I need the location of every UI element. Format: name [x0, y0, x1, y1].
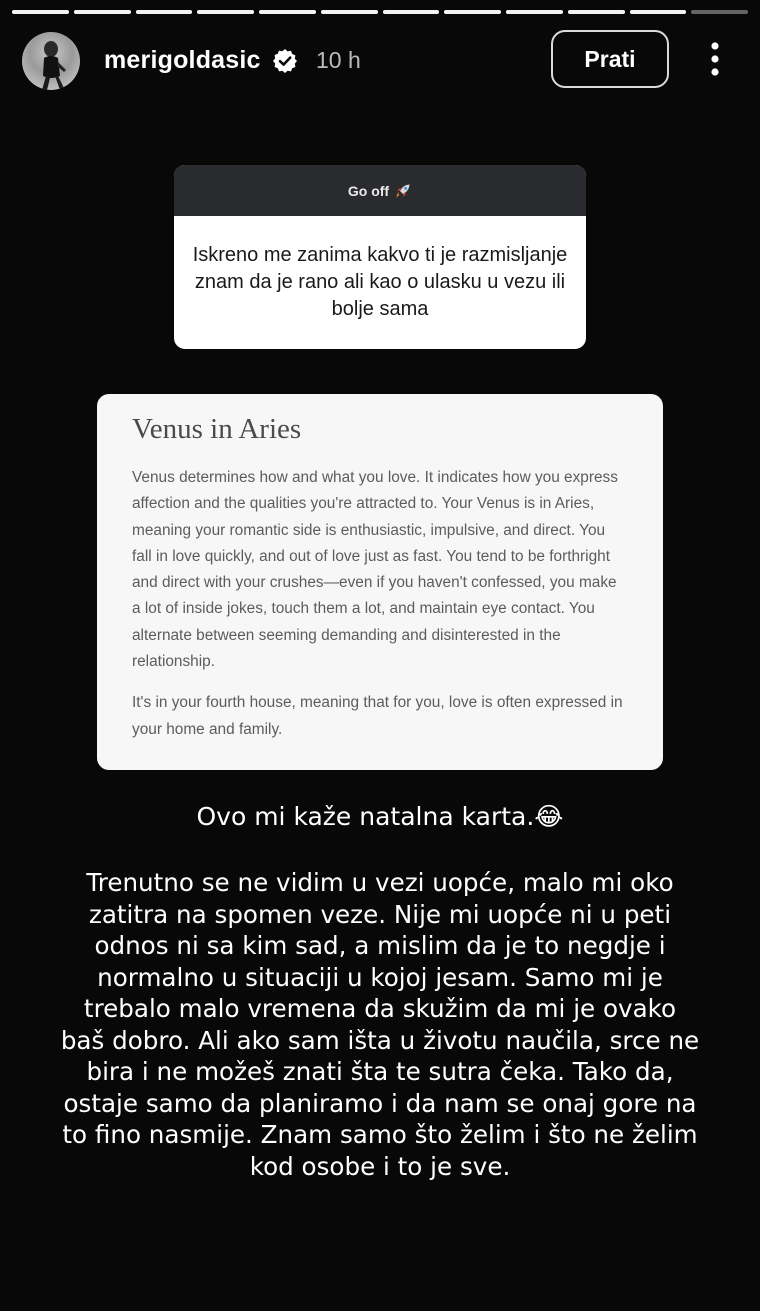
question-text: Iskreno me zanima kakvo ti je razmisljanje znam da je rano ali kao o ulasku u vezu ili bolje sama	[192, 244, 568, 320]
progress-segment-fill	[444, 10, 501, 14]
username[interactable]: merigoldasic	[104, 46, 261, 74]
avatar-photo	[22, 32, 80, 90]
progress-segment	[506, 10, 563, 14]
progress-segment	[321, 10, 378, 14]
progress-segment	[197, 10, 254, 14]
progress-segment-fill	[74, 10, 131, 14]
progress-segment-fill	[136, 10, 193, 14]
progress-segment	[259, 10, 316, 14]
progress-segment	[630, 10, 687, 14]
progress-segment	[691, 10, 748, 14]
progress-segment-fill	[12, 10, 69, 14]
story-header	[0, 28, 760, 94]
story-progress-bar	[12, 10, 748, 14]
progress-segment-fill	[630, 10, 687, 14]
question-sticker-title: Go off	[347, 182, 390, 199]
progress-segment	[136, 10, 193, 14]
venus-screenshot-card	[97, 394, 663, 770]
rocket-icon	[394, 182, 412, 200]
progress-segment	[444, 10, 501, 14]
caption-lead: Ovo mi kaže natalna karta.😂	[196, 802, 564, 831]
question-sticker[interactable]	[174, 165, 586, 349]
venus-paragraph-2: It's in your fourth house, meaning that for you, love is often expressed in your home and family.	[132, 694, 623, 738]
verified-badge-icon	[272, 48, 298, 74]
caption-body: Trenutno se ne vidim u vezi uopće, malo mi oko zatitra na spomen veze. Nije mi uopće ni u peti odnos ni sa kim sad, a mislim da je to negdje i normalno u situaciji u kojoj jesam. Samo mi je trebalo malo vremena da skužim da mi je ovako baš dobro. Ali ako sam išta u životu naučila, srce ne bira i ne možeš znati šta te sutra čeka. Tako da, ostaje samo da planiramo i da nam se onaj gore na to fino nasmije. Znam samo što želim i što ne želim kod osobe i to je sve.	[60, 868, 700, 1181]
progress-segment-fill	[383, 10, 440, 14]
progress-segment	[74, 10, 131, 14]
question-sticker-header	[174, 165, 586, 216]
avatar[interactable]	[22, 32, 80, 90]
progress-segment-fill	[197, 10, 254, 14]
venus-title: Venus in Aries	[132, 413, 302, 445]
post-time: 10 h	[316, 47, 361, 73]
more-vertical-icon[interactable]	[700, 38, 730, 80]
follow-button[interactable]: Prati	[551, 30, 669, 88]
progress-segment	[383, 10, 440, 14]
progress-segment	[568, 10, 625, 14]
progress-segment	[12, 10, 69, 14]
progress-segment-fill	[321, 10, 378, 14]
venus-paragraph-1: Venus determines how and what you love. It indicates how you express affection and the qualities you're attracted to. Your Venus is in Aries, meaning your romantic side is enthusiastic, impulsive, and direct. You fall in love quickly, and out of love just as fast. You tend to be forthright and direct with your crushes—even if you haven't confessed, you make a lot of inside jokes, touch them a lot, and maintain eye contact. You alternate between seeming demanding and disinterested in the relationship.	[132, 469, 618, 671]
progress-segment-fill	[568, 10, 625, 14]
progress-segment-fill	[506, 10, 563, 14]
progress-segment-fill	[259, 10, 316, 14]
